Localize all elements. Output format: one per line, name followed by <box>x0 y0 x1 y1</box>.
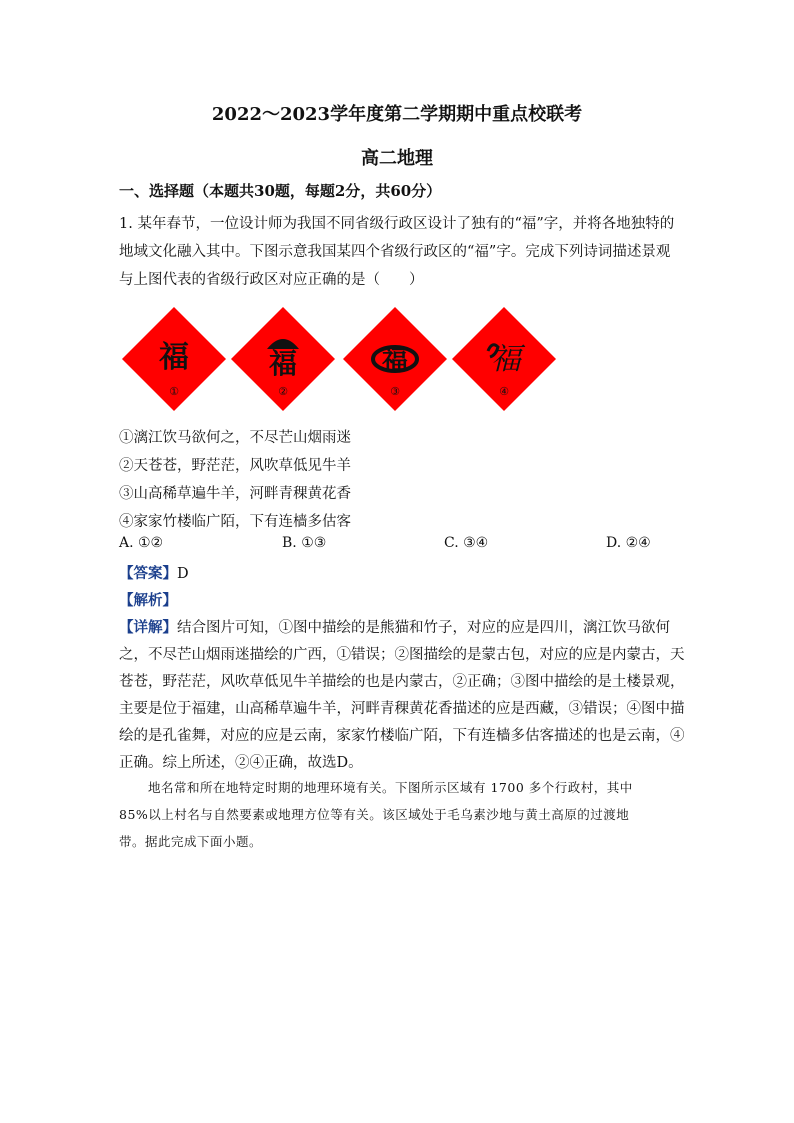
passage-line: 地名常和所在地特定时期的地理环境有关。下图所示区域有 1700 多个行政村，其中 <box>148 780 633 795</box>
detail-line <box>119 616 679 637</box>
question-text-line: 地域文化融入其中。下图示意我国某四个省级行政区的“福”字。完成下列诗词描述景观 <box>119 244 671 260</box>
detail-line: 主要是位于福建，山高稀草遍牛羊，河畔青稞黄花香描述的应是西藏，③错误；④图中描 <box>119 701 685 717</box>
answer-tag: 【答案】 <box>119 565 177 582</box>
detail-line: 之，不尽芒山烟雨迷描绘的广西，①错误；②图描绘的是蒙古包，对应的应是内蒙古，天 <box>119 647 685 663</box>
option-a: A. ①② <box>119 535 164 551</box>
question-text-line: 1. 某年春节，一位设计师为我国不同省级行政区设计了独有的“福”字，并将各地独特的 <box>119 216 675 232</box>
fu-label: ③ <box>390 385 400 398</box>
question-text-line: 与上图代表的省级行政区对应正确的是（ ） <box>119 272 424 288</box>
statement: ①漓江饮马欲何之，不尽芒山烟雨迷 <box>119 430 351 446</box>
fu-glyph: 福 <box>159 340 189 375</box>
detail-line: 苍苍，野茫茫，风吹草低见牛羊描绘的也是内蒙古，②正确；③图中描绘的是土楼景观， <box>119 674 685 690</box>
detail-line: 绘的是孔雀舞，对应的应是云南，家家竹楼临广陌，下有连樯多估客描述的也是云南，④ <box>119 728 685 744</box>
detail-line: 正确。综上所述，②④正确，故选D。 <box>119 755 363 771</box>
fu-diamond-4 <box>450 305 558 413</box>
analysis-line <box>119 589 679 610</box>
answer-line <box>119 562 679 583</box>
fu-glyph: 福 <box>381 346 409 376</box>
exam-title: 2022～2023学年度第二学期期中重点校联考 <box>211 104 583 125</box>
fu-glyph: 福 <box>268 347 298 380</box>
analysis-tag: 【解析】 <box>119 592 177 609</box>
detail-tag: 【详解】 <box>119 619 177 636</box>
fu-diamond-3 <box>341 305 449 413</box>
option-d: D. ②④ <box>606 535 651 551</box>
statement: ③山高稀草遍牛羊，河畔青稞黄花香 <box>119 486 351 502</box>
option-b: B. ①③ <box>282 535 327 551</box>
answer-value: D <box>177 566 189 582</box>
subject-title: 高二地理 <box>361 148 433 169</box>
passage-line: 带。据此完成下面小题。 <box>119 834 263 849</box>
fu-label: ① <box>169 385 179 398</box>
section-heading: 一、选择题（本题共30题，每题2分，共60分） <box>119 182 442 200</box>
detail-text: 结合图片可知，①图中描绘的是熊猫和竹子，对应的应是四川，漓江饮马欲何 <box>177 620 670 636</box>
option-c: C. ③④ <box>444 535 489 551</box>
statement: ②天苍苍，野茫茫，风吹草低见牛羊 <box>119 458 351 474</box>
fu-diamond-1 <box>120 305 228 413</box>
fu-label: ② <box>278 385 288 398</box>
statement: ④家家竹楼临广陌，下有连樯多估客 <box>119 514 351 530</box>
passage-line: 85%以上村名与自然要素或地理方位等有关。该区域处于毛乌素沙地与黄土高原的过渡地 <box>119 807 630 822</box>
fu-glyph: 福 <box>491 342 521 377</box>
fu-diamond-2 <box>229 305 337 413</box>
fu-label: ④ <box>499 385 509 398</box>
